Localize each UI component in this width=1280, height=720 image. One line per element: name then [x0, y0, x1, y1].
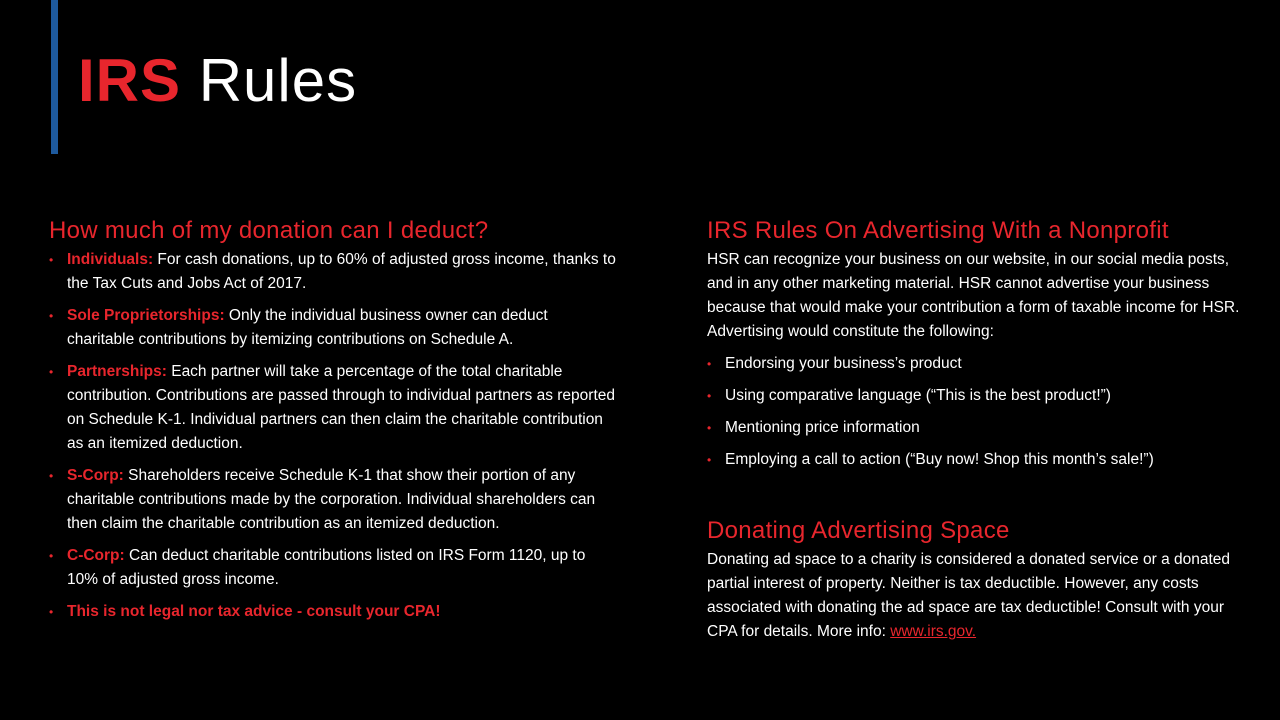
bullet-icon: •: [707, 421, 712, 435]
item-text: Shareholders receive Schedule K-1 that show their portion of any charitable contributions made by the corporation. Individual shareholders can then claim the charitable contribution as an itemized deduction.: [67, 467, 596, 532]
item-label: S-Corp:: [67, 467, 124, 484]
deduction-list: [49, 248, 619, 624]
item-label: Sole Proprietorships:: [67, 307, 225, 324]
item-text: Only the individual business owner can deduct charitable contributions by itemizing contributions on Schedule A.: [67, 307, 548, 348]
page-title: [78, 44, 357, 118]
advertising-heading: IRS Rules On Advertising With a Nonprofit: [707, 217, 1169, 244]
bullet-icon: •: [707, 453, 712, 467]
advertising-section: [707, 214, 1247, 644]
item-text: Mentioning price information: [725, 419, 920, 436]
list-item-warning: [49, 600, 619, 624]
list-item-c-corp: [49, 544, 619, 592]
item-label: C-Corp:: [67, 547, 125, 564]
bullet-icon: •: [49, 365, 54, 379]
bullet-icon: •: [707, 389, 712, 403]
item-label: Partnerships:: [67, 363, 167, 380]
tax-advice-warning: This is not legal nor tax advice - consult your CPA!: [67, 603, 441, 620]
list-item-s-corp: [49, 464, 619, 536]
bullet-icon: •: [49, 469, 54, 483]
title-rules: Rules: [198, 47, 358, 114]
advertising-paragraph: HSR can recognize your business on our website, in our social media posts, and in any other marketing material. HSR cannot advertise your business because that would make your contribution a form of taxable income for HSR. Advertising would constitute the following:: [707, 251, 1240, 340]
bullet-icon: •: [707, 357, 712, 371]
advertising-list: [707, 352, 1247, 472]
title-irs: IRS: [78, 47, 182, 114]
bullet-icon: •: [49, 309, 54, 323]
item-label: Individuals:: [67, 251, 154, 268]
item-text: Employing a call to action (“Buy now! Shop this month’s sale!”): [725, 451, 1154, 468]
item-text: Can deduct charitable contributions listed on IRS Form 1120, up to 10% of adjusted gross income.: [67, 547, 586, 588]
bullet-icon: •: [49, 605, 54, 619]
donating-text: Donating ad space to a charity is considered a donated service or a donated partial interest of property. Neither is tax deductible. However, any costs associated with donating the ad space are tax deductible! Consult with your CPA for details. More info:: [707, 551, 1231, 640]
item-text: Using comparative language (“This is the best product!”): [725, 387, 1111, 404]
list-item: [707, 384, 1247, 408]
item-text: Each partner will take a percentage of the total charitable contribution. Contributions are passed through to individual partners as reported on Schedule K-1. Individual partners can then claim the charitable contribution as an itemized deduction.: [67, 363, 615, 452]
list-item: [707, 352, 1247, 376]
bullet-icon: •: [49, 253, 54, 267]
donating-heading: Donating Advertising Space: [707, 517, 1010, 544]
donating-paragraph: [707, 548, 1247, 644]
deduction-heading: How much of my donation can I deduct?: [49, 217, 489, 244]
deduction-section: [49, 214, 619, 632]
irs-link[interactable]: www.irs.gov.: [890, 623, 977, 640]
list-item-sole-proprietorships: [49, 304, 619, 352]
bullet-icon: •: [49, 549, 54, 563]
list-item-individuals: [49, 248, 619, 296]
accent-bar: [51, 0, 58, 154]
item-text: Endorsing your business’s product: [725, 355, 962, 372]
list-item: [707, 448, 1247, 472]
list-item-partnerships: [49, 360, 619, 456]
item-text: For cash donations, up to 60% of adjusted gross income, thanks to the Tax Cuts and Jobs Act of 2017.: [67, 251, 616, 292]
list-item: [707, 416, 1247, 440]
